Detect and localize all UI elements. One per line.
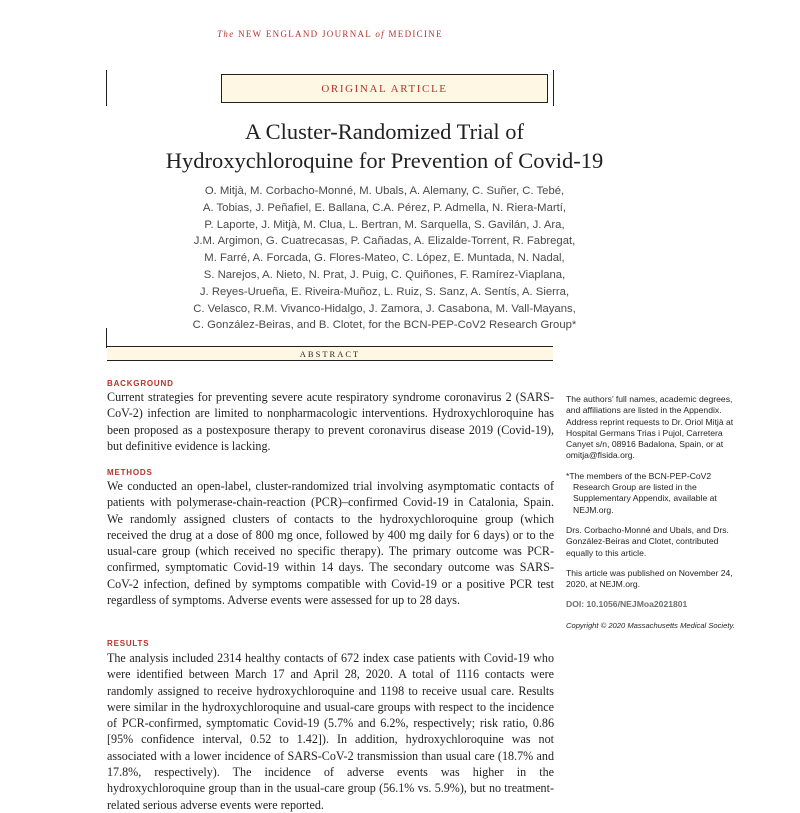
author-line: A. Tobias, J. Peñafiel, E. Ballana, C.A. Pérez, P. Admella, N. Riera-Martí, [202,201,567,214]
author-line: M. Farré, A. Forcada, G. Flores-Mateo, C. López, E. Muntada, N. Nadal, [204,252,565,265]
methods-text: We conducted an open-label, cluster-randomized trial involving asymptomatic contacts of patients with polymerase-chain-reaction (PCR)–confirmed Covid-19 in Catalonia, Spain. We randomly assigned clusters of contacts to the hydroxychloroquine group (which received the drug at a dose of 800 mg once, followed by 400 mg daily for 6 days) or to the usual-care group (which received no specific therapy). The primary outcome was PCR-confirmed, symptomatic Covid-19 within 14 days. The secondary outcome was SARS-CoV-2 infection, defined by symptoms compatible with Covid-19 or a positive PCR test regardless of symptoms. Adverse events were assessed for up to 28 days. [107,479,554,608]
journal-name-of: of [375,29,385,39]
journal-name-the: The [217,29,239,39]
article-title-line-2: Hydroxychloroquine for Prevention of Covid-19 [165,148,604,173]
author-line: J.M. Argimon, G. Cuatrecasas, P. Cañadas, A. Elizalde-Torrent, R. Fabregat, [193,235,576,248]
journal-name-main: NEW ENGLAND JOURNAL [238,29,376,39]
article-type-banner [221,74,548,103]
left-rule [106,70,107,106]
journal-header [0,29,660,39]
author-list [105,183,664,334]
background-heading: BACKGROUND [107,379,174,388]
publication-date-note: This article was published on November 24, 2020, at NEJM.org. [566,567,733,590]
author-line: P. Laporte, J. Mitjà, M. Clua, L. Bertran, M. Sarquella, S. Gavilán, J. Ara, [204,218,565,231]
background-text: Current strategies for preventing severe acute respiratory syndrome coronavirus 2 (SARS-CoV-2) infection are limited to nonpharmacologic interventions. Hydroxychloroquine has been proposed as a postexposure therapy to prevent coronavirus disease 2019 (Covid-19), but definitive evidence is lacking. [107,390,554,453]
equal-contribution-note: Drs. Corbacho-Monné and Ubals, and Drs. González-Beiras and Clotet, contributed equally to this article. [566,524,729,558]
abstract-heading: ABSTRACT [299,348,361,359]
article-title [105,117,664,175]
journal-name-end: MEDICINE [384,29,443,39]
author-line: O. Mitjà, M. Corbacho-Monné, M. Ubals, A. Alemany, C. Suñer, C. Tebé, [204,185,565,197]
methods-heading: METHODS [107,468,153,477]
results-heading: RESULTS [107,639,150,648]
author-line: J. Reyes-Urueña, E. Riveira-Muñoz, L. Ruiz, S. Sanz, A. Sentís, A. Sierra, [199,285,570,298]
author-line: S. Narejos, A. Nieto, N. Prat, J. Puig, C. Quiñones, F. Ramírez-Viaplana, [203,268,566,281]
results-text: The analysis included 2314 healthy contacts of 672 index case patients with Covid-19 who were identified between March 17 and April 28, 2020. A total of 1116 contacts were randomly assigned to receive hydroxychloroquine and 1198 to receive usual care. Results were similar in the hydroxychloroquine and usual-care groups with respect to the incidence of PCR-confirmed, symptomatic Covid-19 (5.7% and 6.2%, respectively; risk ratio, 0.86 [95% confidence interval, 0.52 to 1.42]). In addition, hydroxychloroquine was not associated with a lower incidence of SARS-CoV-2 transmission than usual care (18.7% and 17.8%, respectively). The incidence of adverse events was higher in the hydroxychloroquine group than in the usual-care group (56.1% vs. 5.9%), but no treatment-related serious adverse events were reported. [107,651,554,812]
author-affiliation-note: The authors’ full names, academic degrees, and affiliations are listed in the Appendix. Address reprint requests to Dr. Oriol Mitjà at Hospital Germans Trias i Pujol, Carretera Canyet s/n, 08916 Badalona, Spain, or at omitja@flsida.org. [566,394,734,461]
left-rule-authors [106,328,107,348]
sidebar-notes [566,394,740,640]
abstract-banner [107,346,553,361]
copyright-notice: Copyright © 2020 Massachusetts Medical Society. [566,620,735,630]
article-type-label: ORIGINAL ARTICLE [321,82,448,95]
author-line: C. González-Beiras, and B. Clotet, for the BCN-PEP-CoV2 Research Group* [192,319,577,332]
right-rule [553,70,554,106]
doi-link[interactable]: DOI: 10.1056/NEJMoa2021801 [566,599,688,610]
research-group-note: *The members of the BCN-PEP-CoV2 Research Group are listed in the Supplementary Appendix, available at NEJM.org. [566,470,717,515]
author-line: C. Velasco, R.M. Vivanco-Hidalgo, J. Zamora, J. Casabona, M. Vall-Mayans, [193,302,576,315]
article-title-line-1: A Cluster-Randomized Trial of [245,119,524,144]
